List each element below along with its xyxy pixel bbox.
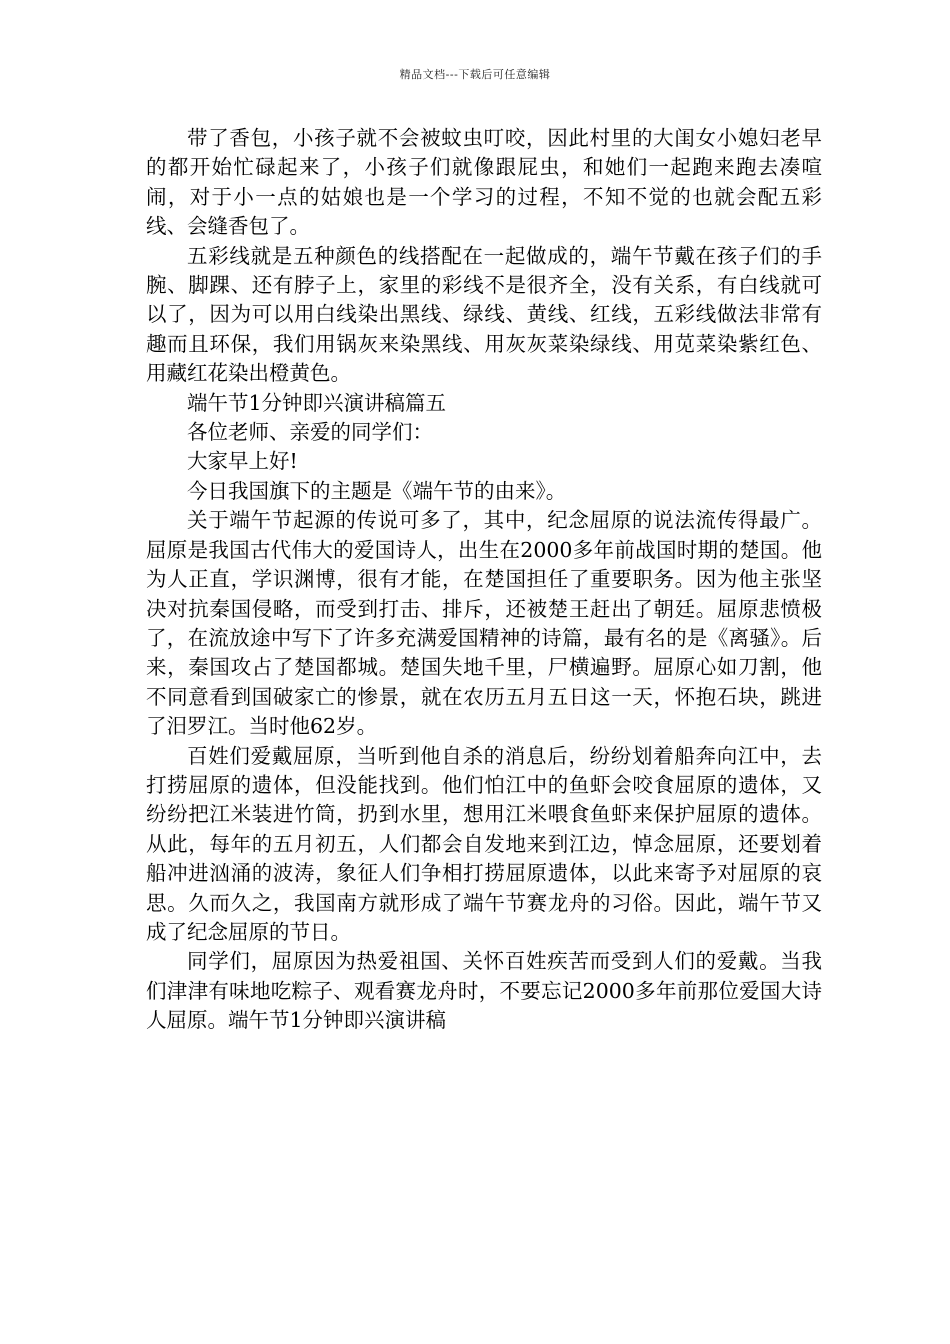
paragraph-five-color-thread: 五彩线就是五种颜色的线搭配在一起做成的，端午节戴在孩子们的手腕、脚踝、还有脖子上，家里的彩线不是很齐全，没有关系，有白线就可以了，因为可以用白线染出黑线、绿线、黄线、红线，五彩线做法非常有趣而且环保，我们用锅灰来染黑线、用灰灰菜染绿线、用苋菜染紫红色、用藏红花染出橙黄色。 [146,243,822,386]
document-body [146,124,822,1036]
greeting: 大家早上好! [187,449,298,474]
salutation: 各位老师、亲爱的同学们： [187,420,433,445]
page-header: 精品文档---下载后可任意编辑 [399,68,551,81]
section-title: 端午节1分钟即兴演讲稿篇五 [187,390,447,415]
speech-topic: 今日我国旗下的主题是《端午节的由来》。 [187,478,567,503]
paragraph-qu-yuan-origin: 关于端午节起源的传说可多了，其中，纪念屈原的说法流传得最广。屈原是我国古代伟大的爱国诗人，出生在2000多年前战国时期的楚国。他为人正直，学识渊博，很有才能，在楚国担任了重要职务。因为他主张坚决对抗秦国侵略，而受到打击、排斥，还被楚王赶出了朝廷。屈原悲愤极了，在流放途中写下了许多充满爱国精神的诗篇，最有名的是《离骚》。后来，秦国攻占了楚国都城。楚国失地千里，尸横遍野。屈原心如刀割，他不同意看到国破家亡的惨景，就在农历五月五日这一天，怀抱石块，跳进了汨罗江。当时他62岁。 [146,508,822,739]
paragraph-sachet: 带了香包，小孩子就不会被蚊虫叮咬，因此村里的大闺女小媳妇老早的都开始忙碌起来了，小孩子们就像跟屁虫，和她们一起跑来跑去凑喧闹，对于小一点的姑娘也是一个学习的过程，不知不觉的也就会配五彩线、会缝香包了。 [146,126,822,239]
paragraph-closing: 同学们，屈原因为热爱祖国、关怀百姓疾苦而受到人们的爱戴。当我们津津有味地吃粽子、观看赛龙舟时，不要忘记2000多年前那位爱国大诗人屈原。端午节1分钟即兴演讲稿 [146,949,822,1033]
paragraph-people-mourning: 百姓们爱戴屈原，当听到他自杀的消息后，纷纷划着船奔向江中，去打捞屈原的遗体，但没能找到。他们怕江中的鱼虾会咬食屈原的遗体，又纷纷把江米装进竹筒，扔到水里，想用江米喂食鱼虾来保护屈原的遗体。从此，每年的五月初五，人们都会自发地来到江边，悼念屈原，还要划着船冲进汹涌的波涛，象征人们争相打捞屈原遗体，以此来寄予对屈原的哀思。久而久之，我国南方就形成了端午节赛龙舟的习俗。因此，端午节又成了纪念屈原的节日。 [146,743,822,944]
